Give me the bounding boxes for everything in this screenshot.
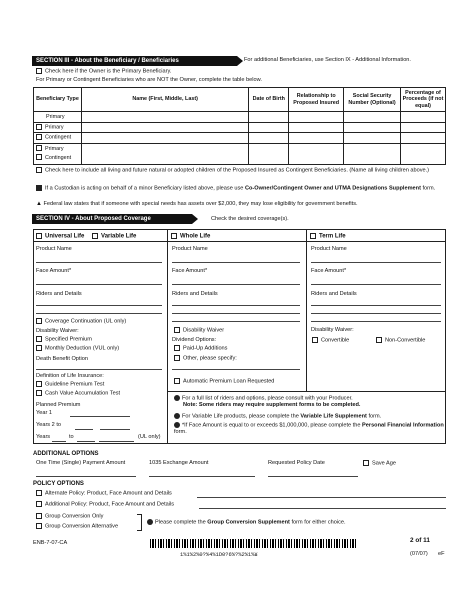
beneficiary-table xyxy=(33,87,446,165)
primary-checkbox[interactable] xyxy=(36,145,42,151)
info-face-amount-note: *If Face Amount is equal to or exceeds $1,000,000, please complete the Personal Financial Information form. xyxy=(174,422,444,435)
group-alt-row: Group Conversion Alternative xyxy=(36,523,118,530)
section3-note: For additional Beneficiaries, use Section IX - Additional Information. xyxy=(244,57,411,63)
coverage-header-rule xyxy=(33,241,446,242)
col-percentage: Percentage of Proceeds (if not equal) xyxy=(401,88,446,112)
years3-to-field[interactable] xyxy=(77,441,95,442)
section4-header: SECTION IV - About Proposed Coverage xyxy=(32,214,192,224)
ul-riders-field-1[interactable] xyxy=(36,305,162,306)
planned-premium-label: Planned Premium xyxy=(36,402,81,408)
tl-face-amount-field[interactable] xyxy=(311,284,441,285)
whole-life-checkbox[interactable] xyxy=(171,233,177,239)
relationship-cell[interactable] xyxy=(289,122,344,133)
additional-checkbox[interactable] xyxy=(36,501,42,507)
one-time-label: One Time (Single) Payment Amount xyxy=(36,460,126,466)
wl-riders-field-2[interactable] xyxy=(172,313,300,314)
years2-to-field[interactable] xyxy=(75,429,93,430)
owner-primary-check-row xyxy=(36,68,171,75)
table-row xyxy=(34,122,446,133)
guideline-checkbox[interactable] xyxy=(36,381,42,387)
apl-row: Automatic Premium Loan Requested xyxy=(174,378,274,385)
beneficiary-type-cell: Primary Contingent xyxy=(34,143,82,164)
name-cell[interactable] xyxy=(81,133,248,144)
apl-checkbox[interactable] xyxy=(174,378,180,384)
owner-primary-checkbox[interactable] xyxy=(36,68,42,74)
group-bracket xyxy=(137,514,142,531)
non-convertible-checkbox[interactable] xyxy=(376,337,382,343)
guideline-row: Guideline Premium Test xyxy=(36,381,104,388)
years3-from-field[interactable] xyxy=(52,441,66,442)
years3-label: Years xyxy=(36,434,51,440)
dob-cell[interactable] xyxy=(249,133,289,144)
monthly-deduction-row: Monthly Deduction (VUL only) xyxy=(36,345,119,352)
alternate-row: Alternate Policy: Product, Face Amount and Details xyxy=(36,490,172,497)
owner-primary-label: Check here if the Owner is the Primary Beneficiary. xyxy=(45,68,172,75)
dob-cell[interactable] xyxy=(249,122,289,133)
table-row xyxy=(34,133,446,144)
ul-disability-waiver-label: Disability Waiver: xyxy=(36,328,79,334)
beneficiary-type-cell: Contingent xyxy=(34,133,82,144)
exchange-label: 1035 Exchange Amount xyxy=(149,460,209,466)
coverage-col2-header: Whole Life xyxy=(171,233,210,240)
additional-row: Additional Policy: Product, Face Amount and Details xyxy=(36,501,174,508)
term-life-checkbox[interactable] xyxy=(310,233,316,239)
alternate-checkbox[interactable] xyxy=(36,490,42,496)
ssn-cell[interactable] xyxy=(344,133,401,144)
non-convertible-row: Non-Convertible xyxy=(376,337,425,344)
tl-product-name-field[interactable] xyxy=(311,262,441,263)
universal-life-checkbox[interactable] xyxy=(36,233,42,239)
children-check-row xyxy=(36,167,448,174)
percentage-cell[interactable] xyxy=(401,112,446,123)
ul-riders-label: Riders and Details xyxy=(36,291,82,297)
cash-value-checkbox[interactable] xyxy=(36,390,42,396)
group-only-checkbox[interactable] xyxy=(36,513,42,519)
tl-face-amount-label: Face Amount* xyxy=(311,268,347,274)
other-field-1[interactable] xyxy=(172,369,300,370)
beneficiary-instruction: For Primary or Contingent Beneficiaries who are NOT the Owner, complete the table below. xyxy=(36,77,262,83)
children-checkbox[interactable] xyxy=(36,167,42,173)
col-name: Name (First, Middle, Last) xyxy=(81,88,248,112)
info-icon xyxy=(147,519,153,525)
dob-cell[interactable] xyxy=(249,143,289,164)
wl-face-amount-label: Face Amount* xyxy=(172,268,208,274)
paid-up-checkbox[interactable] xyxy=(174,345,180,351)
page-number: 2 of 11 xyxy=(410,537,430,544)
warning-icon: ▲ xyxy=(36,201,42,207)
col-relationship: Relationship to Proposed Insured xyxy=(289,88,344,112)
convertible-row: Convertible xyxy=(312,337,349,344)
ul-product-name-field[interactable] xyxy=(36,262,162,263)
contingent-checkbox[interactable] xyxy=(36,134,42,140)
other-checkbox[interactable] xyxy=(174,355,180,361)
ul-face-amount-label: Face Amount* xyxy=(36,268,72,274)
years3-amount-field[interactable] xyxy=(99,441,134,442)
paid-up-row: Paid-Up Additions xyxy=(174,345,227,352)
other-row: Other, please specify: xyxy=(174,355,237,362)
info-icon xyxy=(174,395,180,401)
ssn-cell[interactable] xyxy=(344,122,401,133)
section4-note: Check the desired coverage(s). xyxy=(211,216,289,222)
beneficiary-type-cell: Primary xyxy=(34,112,82,123)
wl-riders-label: Riders and Details xyxy=(172,291,218,297)
ssn-cell[interactable] xyxy=(344,143,401,164)
specified-premium-checkbox[interactable] xyxy=(36,336,42,342)
years3-to-label: to xyxy=(69,434,74,440)
primary-checkbox[interactable] xyxy=(36,124,42,130)
name-cell[interactable] xyxy=(81,112,248,123)
name-cell[interactable] xyxy=(81,122,248,133)
death-benefit-label: Death Benefit Option xyxy=(36,356,88,362)
ssn-cell[interactable] xyxy=(344,112,401,123)
coverage-col1-header: Universal Life Variable Life xyxy=(36,233,136,240)
info-icon xyxy=(174,422,180,428)
wl-disability-waiver-row: Disability Waiver xyxy=(174,327,224,334)
col-dob: Date of Birth xyxy=(249,88,289,112)
dividend-options-label: Dividend Options: xyxy=(172,337,217,343)
wl-disability-waiver-checkbox[interactable] xyxy=(174,327,180,333)
year1-label: Year 1 xyxy=(36,410,52,416)
federal-note: ▲ Federal law states that if someone with special needs has assets over $2,000, they may lose eligibility for government benefits. xyxy=(36,201,358,207)
ul-riders-field-2[interactable] xyxy=(36,313,162,314)
cash-value-row: Cash Value Accumulation Test xyxy=(36,390,120,397)
relationship-cell[interactable] xyxy=(289,112,344,123)
ul-only-note: (UL only) xyxy=(138,434,161,440)
coverage-continuation-checkbox[interactable] xyxy=(36,318,42,324)
dob-cell[interactable] xyxy=(249,112,289,123)
group-note: Please complete the Group Conversion Supplement form for either choice. xyxy=(147,519,346,526)
name-cell[interactable] xyxy=(81,143,248,164)
tl-product-name-label: Product Name xyxy=(311,246,347,252)
variable-life-checkbox[interactable] xyxy=(92,233,98,239)
wl-riders-field-1[interactable] xyxy=(172,305,300,306)
barcode-text: 1%1%2%0?%4%1D0?6%?%2%1%¥ xyxy=(180,552,258,558)
additional-field[interactable] xyxy=(199,508,446,509)
form-date: (07/07) xyxy=(410,551,428,557)
coverage-divider-1 xyxy=(167,229,168,444)
tl-disability-waiver-label: Disability Waiver: xyxy=(311,327,354,333)
wl-product-name-field[interactable] xyxy=(172,262,300,263)
wl-riders-field-3[interactable] xyxy=(172,321,300,322)
children-label: Check here to include all living and future natural or adopted children of the Proposed Insured as Contingent Beneficiaries. (Name all living children above.) xyxy=(45,167,430,174)
wl-product-name-label: Product Name xyxy=(172,246,208,252)
tl-riders-field-3[interactable] xyxy=(311,321,441,322)
table-row xyxy=(34,112,446,123)
exchange-field[interactable] xyxy=(149,476,255,477)
specified-premium-row: Specified Premium xyxy=(36,336,92,343)
death-benefit-field[interactable] xyxy=(36,369,162,370)
relationship-cell[interactable] xyxy=(289,133,344,144)
info-box-rule xyxy=(167,391,446,392)
ul-face-amount-field[interactable] xyxy=(36,284,162,285)
group-only-row: Group Conversion Only xyxy=(36,513,103,520)
year1-field[interactable] xyxy=(70,416,130,417)
tl-riders-label: Riders and Details xyxy=(311,291,357,297)
alternate-field[interactable] xyxy=(197,497,446,498)
convertible-checkbox[interactable] xyxy=(312,337,318,343)
coverage-continuation-row: Coverage Continuation (UL only) xyxy=(36,318,126,325)
table-row xyxy=(34,143,446,164)
col-ssn: Social Security Number (Optional) xyxy=(344,88,401,112)
info-icon xyxy=(174,413,180,419)
ul-product-name-label: Product Name xyxy=(36,246,72,252)
percentage-cell[interactable] xyxy=(401,133,446,144)
group-alt-checkbox[interactable] xyxy=(36,523,42,529)
policy-date-label: Requested Policy Date xyxy=(268,460,325,466)
wl-face-amount-field[interactable] xyxy=(172,284,300,285)
definition-label: Definition of Life Insurance: xyxy=(36,373,104,379)
policy-date-field[interactable] xyxy=(268,476,358,477)
custodian-note: If a Custodian is acting on behalf of a minor Beneficiary listed above, please use Co-Owner/Contingent Owner and UTMA Designations Supplement form. xyxy=(36,185,448,192)
years2-amount-field[interactable] xyxy=(100,429,130,430)
section3-header: SECTION III - About the Beneficiary / Beneficiaries xyxy=(32,56,237,66)
save-age-row: Save Age xyxy=(363,460,396,467)
info-riders-note: For a full list of riders and options, please consult with your Producer. Note: Some riders may require supplement forms to be completed. xyxy=(174,395,442,408)
tl-riders-field-1[interactable] xyxy=(311,305,441,306)
one-time-field[interactable] xyxy=(36,476,136,477)
monthly-deduction-checkbox[interactable] xyxy=(36,345,42,351)
info-icon xyxy=(36,185,42,191)
years2-label: Years 2 to xyxy=(36,422,61,428)
policy-options-title: POLICY OPTIONS xyxy=(33,481,84,487)
coverage-divider-2 xyxy=(306,229,307,391)
additional-options-title: ADDITIONAL OPTIONS xyxy=(33,451,99,457)
form-id: ENB-7-07-CA xyxy=(33,540,68,546)
percentage-cell[interactable] xyxy=(401,122,446,133)
info-variable-note: For Variable Life products, please complete the Variable Life Supplement form. xyxy=(174,413,442,420)
ef-mark: eF xyxy=(438,551,445,557)
contingent-checkbox[interactable] xyxy=(36,154,42,160)
tl-riders-field-2[interactable] xyxy=(311,313,441,314)
beneficiary-type-cell: Primary xyxy=(34,122,82,133)
relationship-cell[interactable] xyxy=(289,143,344,164)
col-beneficiary-type: Beneficiary Type xyxy=(34,88,82,112)
percentage-cell[interactable] xyxy=(401,143,446,164)
save-age-checkbox[interactable] xyxy=(363,460,369,466)
coverage-col3-header: Term Life xyxy=(310,233,346,240)
barcode xyxy=(150,539,358,548)
